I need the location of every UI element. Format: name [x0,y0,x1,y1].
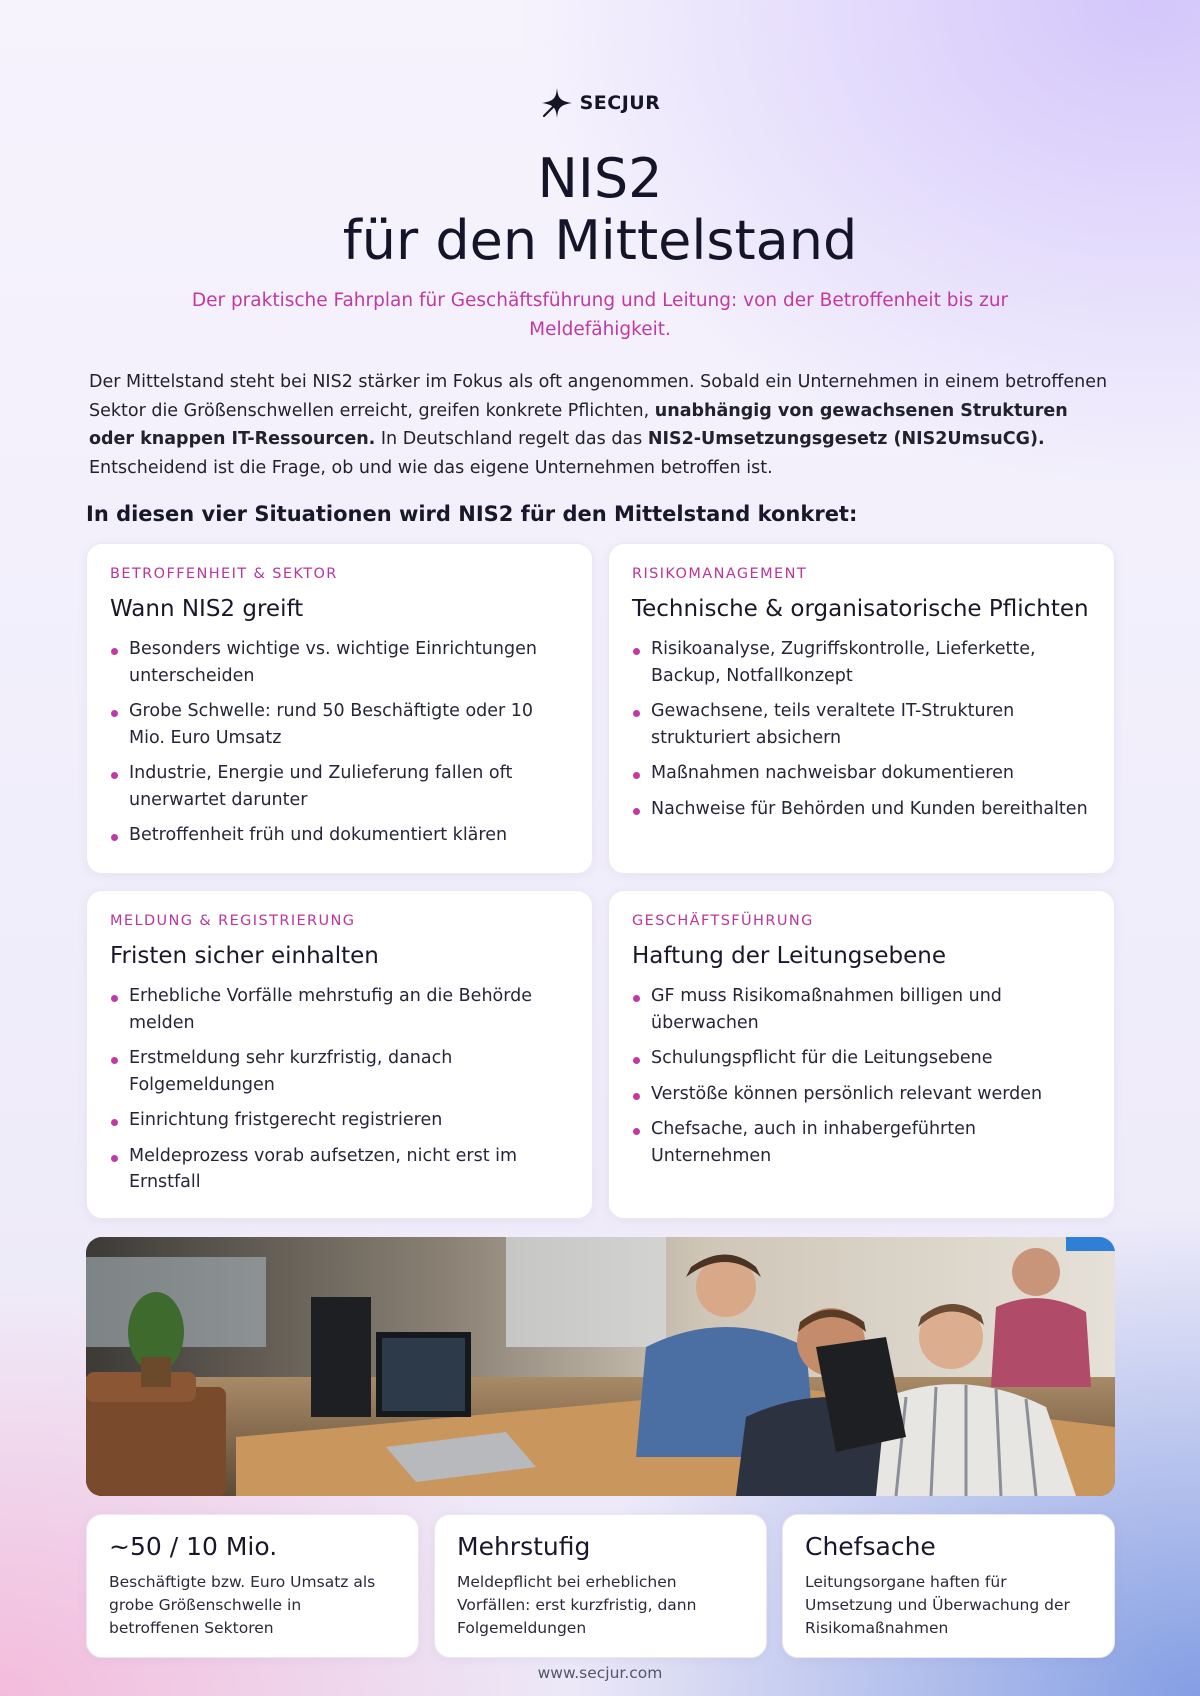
stat-value: Mehrstufig [457,1532,591,1561]
footer-website-link[interactable]: www.secjur.com [537,1664,663,1682]
stat-description: Beschäftigte bzw. Euro Umsatz als grobe Größenschwelle in betroffenen Sektoren [109,1573,376,1637]
list-item: Besonders wichtige vs. wichtige Einrichtungen unterscheiden [110,636,570,689]
list-item: Gewachsene, teils veraltete IT-Strukturen strukturiert absichern [632,698,1092,751]
list-item: Meldeprozess vorab aufsetzen, nicht erst im Ernstfall [110,1143,570,1196]
card-meldung [86,890,593,1219]
card-kicker: BETROFFENHEIT & SEKTOR [110,566,338,582]
card-title: Fristen sicher einhalten [110,943,379,969]
list-item: Chefsache, auch in inhabergeführten Unternehmen [632,1116,1092,1169]
list-item: Industrie, Energie und Zulieferung fallen oft unerwartet darunter [110,760,570,813]
photo-illustration [86,1237,1115,1496]
list-item: Einrichtung fristgerecht registrieren [110,1107,570,1134]
logo[interactable] [0,86,1200,120]
list-item: Verstöße können persönlich relevant werden [632,1081,1092,1108]
card-list [632,983,1092,1169]
card-kicker: RISIKOMANAGEMENT [632,566,808,582]
card-risikomanagement [608,543,1115,874]
stat-card-liability [782,1514,1115,1658]
card-title: Wann NIS2 greift [110,596,304,622]
card-title: Haftung der Leitungsebene [632,943,947,969]
card-geschaeftsfuehrung [608,890,1115,1219]
stat-card-threshold [86,1514,419,1658]
list-item: Nachweise für Behörden und Kunden bereithalten [632,796,1092,823]
stat-value: Chefsache [805,1532,936,1561]
page-title [0,148,1200,272]
intro-text-1: Der Mittelstand steht bei NIS2 stärker im Fokus als oft angenommen. Sobald ein Unternehmen in einem betroffenen Sektor die Größenschwellen erreicht, greifen konkrete Pflichten, [89,372,1108,421]
list-item: Maßnahmen nachweisbar dokumentieren [632,760,1092,787]
card-title: Technische & organisatorische Pflichten [632,596,1089,622]
title-line-2: für den Mittelstand [342,209,858,272]
card-betroffenheit [86,543,593,874]
card-list [110,983,570,1196]
intro-text-2: In Deutschland regelt das das [375,429,648,449]
list-item: Risikoanalyse, Zugriffskontrolle, Lieferkette, Backup, Notfallkonzept [632,636,1092,689]
section-heading: In diesen vier Situationen wird NIS2 für den Mittelstand konkret: [86,502,858,526]
intro-bold-2: NIS2-Umsetzungsgesetz (NIS2UmsuCG). [647,429,1045,449]
subtitle: Der praktische Fahrplan für Geschäftsführung und Leitung: von der Betroffenheit bis zur Meldefähigkeit. [191,290,1009,340]
intro-bold-1: unabhängig von gewachsenen Strukturen oder knappen IT-Ressourcen. [89,400,1068,449]
office-team-photo [86,1237,1115,1496]
list-item: Erhebliche Vorfälle mehrstufig an die Behörde melden [110,983,570,1036]
card-list [632,636,1092,822]
list-item: Schulungspflicht für die Leitungsebene [632,1045,1092,1072]
stat-value: ~50 / 10 Mio. [109,1532,278,1561]
intro-text-3: Entscheidend ist die Frage, ob und wie das eigene Unternehmen betroffen ist. [89,457,773,478]
logo-text: SECJUR [579,92,661,114]
card-kicker: MELDUNG & REGISTRIERUNG [110,913,356,929]
list-item: Betroffenheit früh und dokumentiert klären [110,822,570,849]
card-list [110,636,570,849]
list-item: Grobe Schwelle: rund 50 Beschäftigte oder 10 Mio. Euro Umsatz [110,698,570,751]
card-kicker: GESCHÄFTSFÜHRUNG [632,913,814,929]
title-line-1: NIS2 [537,147,663,210]
stat-description: Meldepflicht bei erheblichen Vorfällen: erst kurzfristig, dann Folgemeldungen [457,1573,697,1637]
star-spark-icon [540,86,574,120]
intro-paragraph [89,368,1114,482]
stat-description: Leitungsorgane haften für Umsetzung und Überwachung der Risikomaßnahmen [805,1573,1070,1637]
list-item: GF muss Risikomaßnahmen billigen und überwachen [632,983,1092,1036]
list-item: Erstmeldung sehr kurzfristig, danach Folgemeldungen [110,1045,570,1098]
stat-card-reporting [434,1514,767,1658]
